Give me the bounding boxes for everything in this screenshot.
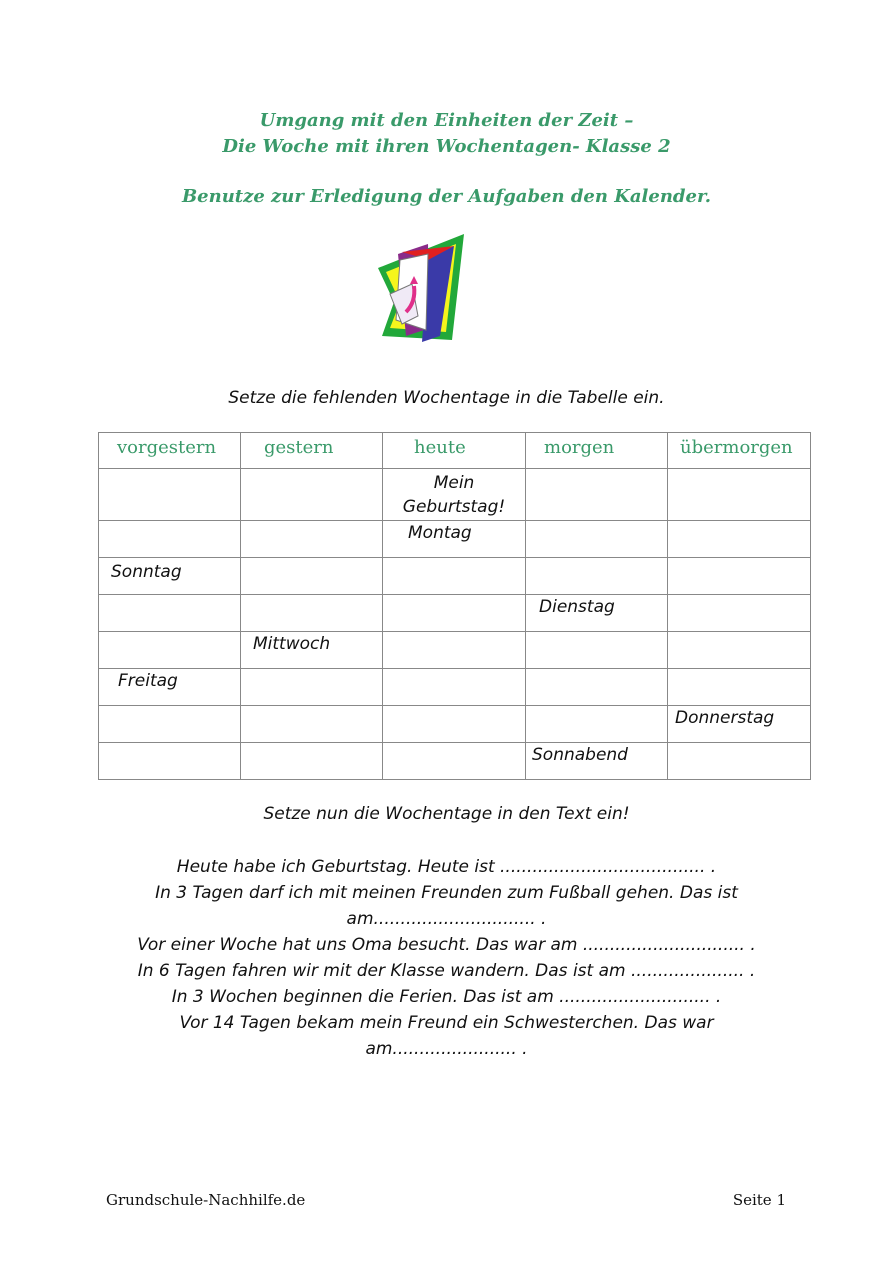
table-cell[interactable] bbox=[241, 558, 383, 595]
table-cell[interactable] bbox=[526, 469, 668, 521]
text-line: am....................... . bbox=[365, 1039, 528, 1059]
table-cell[interactable] bbox=[526, 706, 668, 743]
table-cell[interactable] bbox=[668, 706, 811, 743]
table-row bbox=[99, 469, 811, 521]
calendar-clipart-icon bbox=[372, 232, 466, 344]
table-cell[interactable] bbox=[99, 595, 241, 632]
table-cell[interactable] bbox=[668, 743, 811, 780]
title-line-1: Umgang mit den Einheiten der Zeit – bbox=[259, 110, 634, 131]
cell-sonnabend: Sonnabend bbox=[532, 745, 628, 765]
text-line: Vor einer Woche hat uns Oma besucht. Das war am .............................. . bbox=[137, 935, 756, 955]
table-cell[interactable] bbox=[383, 669, 526, 706]
header-gestern: gestern bbox=[241, 433, 383, 469]
table-cell[interactable] bbox=[99, 469, 241, 521]
table-cell[interactable] bbox=[383, 595, 526, 632]
header-uebermorgen: übermorgen bbox=[668, 433, 811, 469]
text-line: am.............................. . bbox=[346, 909, 547, 929]
footer-source: Grundschule-Nachhilfe.de bbox=[106, 1191, 306, 1209]
table-cell[interactable] bbox=[99, 632, 241, 669]
weekday-table bbox=[98, 432, 811, 780]
table-row bbox=[99, 521, 811, 558]
cell-donnerstag: Donnerstag bbox=[675, 708, 775, 728]
table-row bbox=[99, 743, 811, 780]
header-heute: heute bbox=[383, 433, 526, 469]
text-line: Vor 14 Tagen bekam mein Freund ein Schwesterchen. Das war bbox=[179, 1013, 714, 1033]
table-cell[interactable] bbox=[383, 743, 526, 780]
table-cell[interactable] bbox=[668, 669, 811, 706]
table-row bbox=[99, 595, 811, 632]
table-row bbox=[99, 706, 811, 743]
table-cell[interactable] bbox=[668, 632, 811, 669]
table-cell[interactable] bbox=[668, 469, 811, 521]
cell-mittwoch: Mittwoch bbox=[253, 634, 331, 654]
cell-freitag: Freitag bbox=[118, 671, 178, 691]
cell-dienstag: Dienstag bbox=[539, 597, 615, 617]
header-morgen: morgen bbox=[526, 433, 668, 469]
text-line: In 3 Wochen beginnen die Ferien. Das ist am ............................ . bbox=[171, 987, 722, 1007]
text-line: Heute habe ich Geburtstag. Heute ist ...................................... . bbox=[176, 857, 717, 877]
text-instruction: Setze nun die Wochentage in den Text ein! bbox=[263, 804, 630, 824]
table-cell[interactable] bbox=[241, 632, 383, 669]
table-cell[interactable] bbox=[383, 632, 526, 669]
table-cell[interactable] bbox=[99, 743, 241, 780]
table-cell[interactable] bbox=[99, 669, 241, 706]
table-cell[interactable] bbox=[241, 595, 383, 632]
table-cell[interactable] bbox=[668, 521, 811, 558]
subtitle: Benutze zur Erledigung der Aufgaben den Kalender. bbox=[181, 186, 712, 207]
cell-montag: Montag bbox=[408, 523, 472, 543]
text-line: In 6 Tagen fahren wir mit der Klasse wandern. Das ist am ..................... . bbox=[137, 961, 756, 981]
table-cell[interactable] bbox=[241, 706, 383, 743]
table-cell[interactable] bbox=[668, 558, 811, 595]
table-cell[interactable] bbox=[383, 521, 526, 558]
table-cell[interactable] bbox=[99, 558, 241, 595]
table-cell[interactable] bbox=[241, 469, 383, 521]
footer-page-number: Seite 1 bbox=[732, 1191, 786, 1209]
header-vorgestern: vorgestern bbox=[99, 433, 241, 469]
table-cell[interactable] bbox=[241, 743, 383, 780]
table-header-row bbox=[99, 433, 811, 469]
table-row bbox=[99, 669, 811, 706]
table-cell[interactable] bbox=[99, 521, 241, 558]
table-cell[interactable] bbox=[526, 595, 668, 632]
table-cell[interactable] bbox=[526, 743, 668, 780]
table-instruction: Setze die fehlenden Wochentage in die Tabelle ein. bbox=[228, 388, 665, 408]
title-line-2: Die Woche mit ihren Wochentagen- Klasse 2 bbox=[222, 136, 671, 157]
table-cell[interactable] bbox=[383, 469, 526, 521]
table-cell[interactable] bbox=[526, 558, 668, 595]
table-cell[interactable] bbox=[668, 595, 811, 632]
table-cell[interactable] bbox=[526, 632, 668, 669]
cell-birthday: Mein Geburtstag! bbox=[402, 473, 506, 517]
table-cell[interactable] bbox=[526, 669, 668, 706]
table-cell[interactable] bbox=[383, 558, 526, 595]
text-line: In 3 Tagen darf ich mit meinen Freunden zum Fußball gehen. Das ist bbox=[155, 883, 738, 903]
table-cell[interactable] bbox=[241, 521, 383, 558]
table-row bbox=[99, 632, 811, 669]
table-cell[interactable] bbox=[526, 521, 668, 558]
table-row bbox=[99, 558, 811, 595]
table-cell[interactable] bbox=[383, 706, 526, 743]
table-cell[interactable] bbox=[241, 669, 383, 706]
table-cell[interactable] bbox=[99, 706, 241, 743]
fill-in-text bbox=[110, 854, 783, 1062]
cell-sonntag: Sonntag bbox=[111, 562, 182, 582]
